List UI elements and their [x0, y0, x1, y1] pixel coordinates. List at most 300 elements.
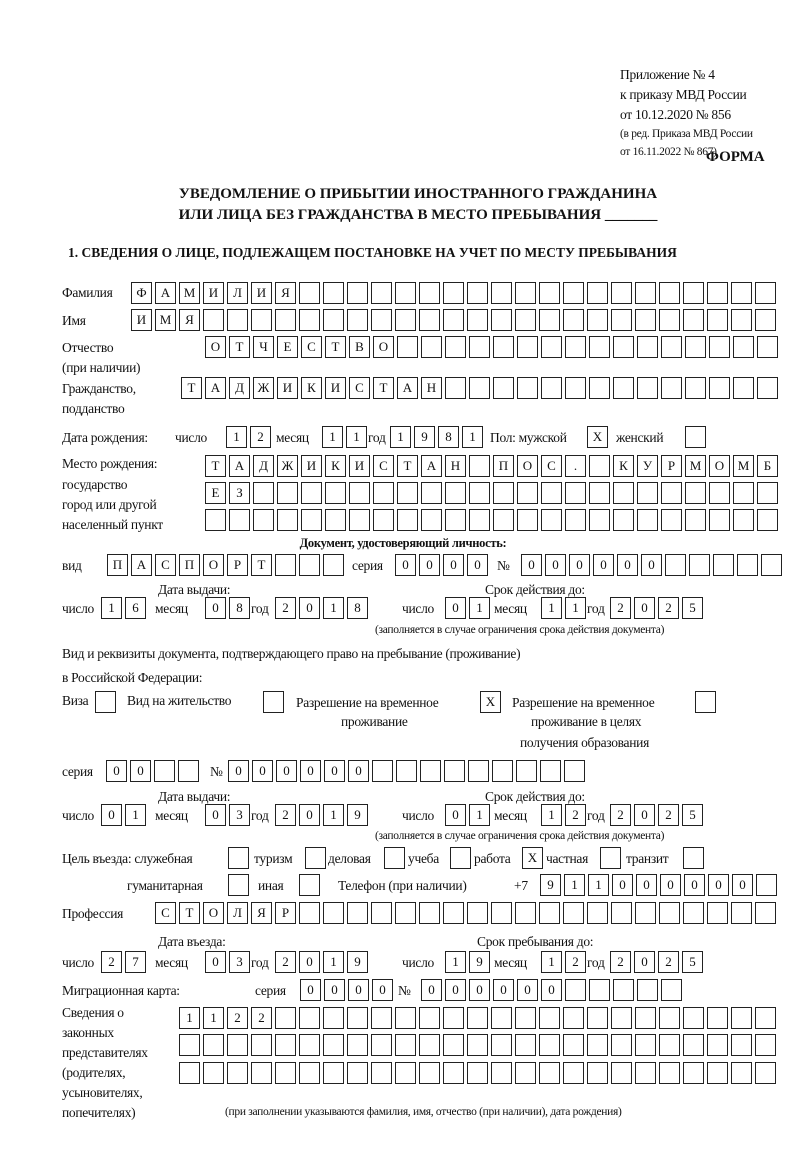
char-cell[interactable]	[275, 309, 296, 331]
char-cell[interactable]: 2	[565, 804, 586, 826]
char-cell[interactable]	[469, 336, 490, 358]
char-cell[interactable]	[325, 482, 346, 504]
char-cell[interactable]: Т	[179, 902, 200, 924]
char-cell[interactable]	[371, 282, 392, 304]
char-cell[interactable]: К	[301, 377, 322, 399]
char-cell[interactable]: А	[131, 554, 152, 576]
char-cell[interactable]	[564, 760, 585, 782]
char-cell[interactable]	[493, 336, 514, 358]
char-cell[interactable]	[565, 979, 586, 1001]
char-cell[interactable]	[637, 979, 658, 1001]
char-cell[interactable]	[683, 1034, 704, 1056]
char-cell[interactable]	[563, 1007, 584, 1029]
char-cell[interactable]	[445, 336, 466, 358]
char-cell[interactable]	[755, 1062, 776, 1084]
char-cell[interactable]: 0	[445, 804, 466, 826]
char-cell[interactable]: 0	[106, 760, 127, 782]
char-cell[interactable]: И	[301, 455, 322, 477]
char-cell[interactable]	[713, 554, 734, 576]
char-cell[interactable]	[661, 336, 682, 358]
char-cell[interactable]	[251, 1034, 272, 1056]
char-cell[interactable]	[421, 509, 442, 531]
char-cell[interactable]: М	[179, 282, 200, 304]
char-cell[interactable]	[685, 336, 706, 358]
char-cell[interactable]	[493, 482, 514, 504]
char-cell[interactable]: 1	[203, 1007, 224, 1029]
char-cell[interactable]	[637, 509, 658, 531]
char-cell[interactable]: 0	[660, 874, 681, 896]
char-cell[interactable]: Т	[181, 377, 202, 399]
char-cell[interactable]	[733, 509, 754, 531]
char-cell[interactable]: 1	[322, 426, 343, 448]
char-cell[interactable]	[539, 309, 560, 331]
char-cell[interactable]	[299, 309, 320, 331]
char-cell[interactable]	[539, 1007, 560, 1029]
char-cell[interactable]	[635, 902, 656, 924]
char-cell[interactable]	[733, 377, 754, 399]
char-cell[interactable]: Ж	[253, 377, 274, 399]
char-cell[interactable]: 0	[101, 804, 122, 826]
char-cell[interactable]	[689, 554, 710, 576]
char-cell[interactable]	[683, 1062, 704, 1084]
char-cell[interactable]: К	[325, 455, 346, 477]
char-cell[interactable]	[539, 282, 560, 304]
char-cell[interactable]: Т	[251, 554, 272, 576]
char-cell[interactable]	[613, 482, 634, 504]
char-cell[interactable]	[443, 902, 464, 924]
char-cell[interactable]	[661, 482, 682, 504]
checkbox[interactable]: X	[522, 847, 543, 869]
char-cell[interactable]: С	[349, 377, 370, 399]
char-cell[interactable]	[467, 902, 488, 924]
char-cell[interactable]: 0	[634, 951, 655, 973]
char-cell[interactable]: 0	[299, 597, 320, 619]
char-cell[interactable]: 7	[125, 951, 146, 973]
char-cell[interactable]	[539, 1034, 560, 1056]
char-cell[interactable]	[637, 482, 658, 504]
char-cell[interactable]: 0	[708, 874, 729, 896]
char-cell[interactable]	[397, 509, 418, 531]
char-cell[interactable]	[515, 1007, 536, 1029]
char-cell[interactable]	[373, 482, 394, 504]
char-cell[interactable]	[347, 1062, 368, 1084]
char-cell[interactable]: 1	[346, 426, 367, 448]
char-cell[interactable]: И	[325, 377, 346, 399]
char-cell[interactable]: 9	[469, 951, 490, 973]
char-cell[interactable]	[731, 1034, 752, 1056]
char-cell[interactable]	[371, 1034, 392, 1056]
char-cell[interactable]: 0	[634, 597, 655, 619]
char-cell[interactable]	[613, 509, 634, 531]
char-cell[interactable]	[275, 1062, 296, 1084]
char-cell[interactable]: 9	[414, 426, 435, 448]
checkbox[interactable]	[450, 847, 471, 869]
char-cell[interactable]	[733, 482, 754, 504]
char-cell[interactable]: 0	[348, 979, 369, 1001]
char-cell[interactable]	[517, 377, 538, 399]
char-cell[interactable]	[515, 1034, 536, 1056]
char-cell[interactable]	[565, 509, 586, 531]
char-cell[interactable]	[659, 282, 680, 304]
char-cell[interactable]	[395, 282, 416, 304]
char-cell[interactable]: 0	[612, 874, 633, 896]
char-cell[interactable]: 0	[228, 760, 249, 782]
char-cell[interactable]: Л	[227, 902, 248, 924]
char-cell[interactable]: 2	[610, 951, 631, 973]
char-cell[interactable]	[205, 509, 226, 531]
char-cell[interactable]	[613, 336, 634, 358]
char-cell[interactable]: Н	[421, 377, 442, 399]
char-cell[interactable]	[731, 1007, 752, 1029]
char-cell[interactable]	[469, 509, 490, 531]
char-cell[interactable]	[491, 902, 512, 924]
char-cell[interactable]	[707, 1034, 728, 1056]
char-cell[interactable]: 0	[324, 760, 345, 782]
char-cell[interactable]: 2	[275, 951, 296, 973]
char-cell[interactable]	[251, 1062, 272, 1084]
char-cell[interactable]	[613, 377, 634, 399]
char-cell[interactable]	[227, 1062, 248, 1084]
char-cell[interactable]	[539, 902, 560, 924]
char-cell[interactable]	[299, 1062, 320, 1084]
char-cell[interactable]	[467, 1007, 488, 1029]
char-cell[interactable]	[587, 1062, 608, 1084]
char-cell[interactable]	[587, 1007, 608, 1029]
char-cell[interactable]	[203, 1062, 224, 1084]
char-cell[interactable]	[755, 902, 776, 924]
char-cell[interactable]	[251, 309, 272, 331]
char-cell[interactable]: 0	[205, 597, 226, 619]
char-cell[interactable]	[253, 509, 274, 531]
char-cell[interactable]	[611, 309, 632, 331]
char-cell[interactable]: Р	[661, 455, 682, 477]
char-cell[interactable]	[178, 760, 199, 782]
char-cell[interactable]	[493, 509, 514, 531]
char-cell[interactable]	[683, 902, 704, 924]
char-cell[interactable]: И	[131, 309, 152, 331]
char-cell[interactable]: 1	[323, 951, 344, 973]
char-cell[interactable]: Т	[325, 336, 346, 358]
checkbox[interactable]	[685, 426, 706, 448]
checkbox[interactable]	[695, 691, 716, 713]
char-cell[interactable]: О	[203, 554, 224, 576]
char-cell[interactable]: 0	[634, 804, 655, 826]
char-cell[interactable]	[589, 482, 610, 504]
char-cell[interactable]	[659, 1007, 680, 1029]
char-cell[interactable]: Т	[205, 455, 226, 477]
char-cell[interactable]	[397, 482, 418, 504]
char-cell[interactable]: Т	[229, 336, 250, 358]
char-cell[interactable]	[349, 482, 370, 504]
char-cell[interactable]	[323, 1062, 344, 1084]
char-cell[interactable]: Ф	[131, 282, 152, 304]
char-cell[interactable]	[517, 482, 538, 504]
char-cell[interactable]	[683, 282, 704, 304]
char-cell[interactable]: 1	[541, 597, 562, 619]
char-cell[interactable]: 1	[125, 804, 146, 826]
char-cell[interactable]: 1	[564, 874, 585, 896]
char-cell[interactable]	[731, 282, 752, 304]
char-cell[interactable]	[275, 554, 296, 576]
char-cell[interactable]	[707, 1062, 728, 1084]
char-cell[interactable]: 1	[469, 804, 490, 826]
char-cell[interactable]	[396, 760, 417, 782]
char-cell[interactable]	[539, 1062, 560, 1084]
char-cell[interactable]: 2	[610, 804, 631, 826]
char-cell[interactable]	[275, 1034, 296, 1056]
char-cell[interactable]: 0	[545, 554, 566, 576]
char-cell[interactable]	[444, 760, 465, 782]
char-cell[interactable]: 0	[517, 979, 538, 1001]
char-cell[interactable]	[611, 282, 632, 304]
char-cell[interactable]: 0	[641, 554, 662, 576]
char-cell[interactable]	[491, 282, 512, 304]
char-cell[interactable]	[299, 902, 320, 924]
char-cell[interactable]	[683, 309, 704, 331]
char-cell[interactable]	[347, 282, 368, 304]
char-cell[interactable]	[755, 1007, 776, 1029]
char-cell[interactable]	[731, 902, 752, 924]
char-cell[interactable]	[203, 1034, 224, 1056]
checkbox[interactable]: X	[587, 426, 608, 448]
char-cell[interactable]	[347, 309, 368, 331]
char-cell[interactable]: К	[613, 455, 634, 477]
char-cell[interactable]	[468, 760, 489, 782]
checkbox[interactable]	[683, 847, 704, 869]
char-cell[interactable]: Б	[757, 455, 778, 477]
char-cell[interactable]: 0	[684, 874, 705, 896]
char-cell[interactable]: 1	[226, 426, 247, 448]
char-cell[interactable]: О	[709, 455, 730, 477]
char-cell[interactable]: 9	[347, 951, 368, 973]
char-cell[interactable]: Д	[229, 377, 250, 399]
char-cell[interactable]	[419, 1034, 440, 1056]
char-cell[interactable]: И	[349, 455, 370, 477]
char-cell[interactable]	[469, 455, 490, 477]
char-cell[interactable]	[731, 309, 752, 331]
char-cell[interactable]	[635, 309, 656, 331]
char-cell[interactable]	[443, 282, 464, 304]
char-cell[interactable]: 3	[229, 951, 250, 973]
char-cell[interactable]	[467, 1034, 488, 1056]
char-cell[interactable]: О	[205, 336, 226, 358]
char-cell[interactable]	[659, 902, 680, 924]
char-cell[interactable]: С	[541, 455, 562, 477]
char-cell[interactable]: 5	[682, 951, 703, 973]
char-cell[interactable]	[589, 336, 610, 358]
char-cell[interactable]: 5	[682, 804, 703, 826]
char-cell[interactable]	[420, 760, 441, 782]
char-cell[interactable]	[661, 979, 682, 1001]
char-cell[interactable]: Л	[227, 282, 248, 304]
char-cell[interactable]: С	[373, 455, 394, 477]
char-cell[interactable]	[731, 1062, 752, 1084]
char-cell[interactable]: 0	[300, 760, 321, 782]
char-cell[interactable]	[661, 377, 682, 399]
checkbox[interactable]	[228, 874, 249, 896]
char-cell[interactable]: А	[421, 455, 442, 477]
char-cell[interactable]: П	[107, 554, 128, 576]
char-cell[interactable]	[299, 554, 320, 576]
char-cell[interactable]	[587, 309, 608, 331]
char-cell[interactable]	[229, 509, 250, 531]
char-cell[interactable]	[491, 1034, 512, 1056]
char-cell[interactable]: О	[373, 336, 394, 358]
char-cell[interactable]	[709, 377, 730, 399]
char-cell[interactable]: У	[637, 455, 658, 477]
char-cell[interactable]	[469, 482, 490, 504]
char-cell[interactable]: 1	[541, 804, 562, 826]
char-cell[interactable]	[323, 554, 344, 576]
char-cell[interactable]	[491, 1007, 512, 1029]
char-cell[interactable]	[323, 902, 344, 924]
char-cell[interactable]: М	[155, 309, 176, 331]
char-cell[interactable]	[325, 509, 346, 531]
char-cell[interactable]: 2	[565, 951, 586, 973]
char-cell[interactable]	[587, 282, 608, 304]
char-cell[interactable]: Д	[253, 455, 274, 477]
char-cell[interactable]	[299, 1007, 320, 1029]
char-cell[interactable]: 9	[540, 874, 561, 896]
char-cell[interactable]	[515, 902, 536, 924]
char-cell[interactable]	[589, 979, 610, 1001]
char-cell[interactable]: 0	[467, 554, 488, 576]
char-cell[interactable]	[541, 377, 562, 399]
char-cell[interactable]: 1	[462, 426, 483, 448]
char-cell[interactable]: 0	[300, 979, 321, 1001]
checkbox[interactable]	[299, 874, 320, 896]
char-cell[interactable]	[371, 309, 392, 331]
char-cell[interactable]: З	[229, 482, 250, 504]
char-cell[interactable]: С	[301, 336, 322, 358]
char-cell[interactable]	[685, 482, 706, 504]
char-cell[interactable]	[349, 509, 370, 531]
char-cell[interactable]	[565, 377, 586, 399]
char-cell[interactable]: 0	[205, 804, 226, 826]
char-cell[interactable]	[563, 282, 584, 304]
char-cell[interactable]	[467, 309, 488, 331]
char-cell[interactable]	[299, 282, 320, 304]
char-cell[interactable]	[395, 1007, 416, 1029]
char-cell[interactable]: 2	[275, 597, 296, 619]
char-cell[interactable]	[443, 1007, 464, 1029]
char-cell[interactable]	[707, 282, 728, 304]
char-cell[interactable]	[445, 509, 466, 531]
char-cell[interactable]	[589, 509, 610, 531]
char-cell[interactable]	[665, 554, 686, 576]
char-cell[interactable]	[635, 282, 656, 304]
checkbox[interactable]	[600, 847, 621, 869]
char-cell[interactable]	[755, 282, 776, 304]
char-cell[interactable]	[589, 377, 610, 399]
char-cell[interactable]: 0	[636, 874, 657, 896]
char-cell[interactable]	[445, 377, 466, 399]
char-cell[interactable]: 1	[469, 597, 490, 619]
char-cell[interactable]	[253, 482, 274, 504]
char-cell[interactable]: 0	[521, 554, 542, 576]
char-cell[interactable]	[611, 1062, 632, 1084]
char-cell[interactable]: 2	[658, 597, 679, 619]
char-cell[interactable]	[635, 1062, 656, 1084]
char-cell[interactable]	[179, 1034, 200, 1056]
char-cell[interactable]	[373, 509, 394, 531]
char-cell[interactable]: 0	[205, 951, 226, 973]
char-cell[interactable]	[154, 760, 175, 782]
char-cell[interactable]	[637, 377, 658, 399]
char-cell[interactable]	[421, 482, 442, 504]
char-cell[interactable]	[761, 554, 782, 576]
char-cell[interactable]	[491, 309, 512, 331]
char-cell[interactable]	[587, 902, 608, 924]
char-cell[interactable]: С	[155, 554, 176, 576]
char-cell[interactable]: 8	[229, 597, 250, 619]
char-cell[interactable]: 0	[493, 979, 514, 1001]
char-cell[interactable]: И	[203, 282, 224, 304]
char-cell[interactable]	[227, 1034, 248, 1056]
char-cell[interactable]	[347, 1034, 368, 1056]
char-cell[interactable]	[515, 282, 536, 304]
char-cell[interactable]	[709, 336, 730, 358]
char-cell[interactable]	[397, 336, 418, 358]
char-cell[interactable]	[227, 309, 248, 331]
char-cell[interactable]	[275, 1007, 296, 1029]
char-cell[interactable]	[661, 509, 682, 531]
char-cell[interactable]: 0	[541, 979, 562, 1001]
char-cell[interactable]	[347, 1007, 368, 1029]
char-cell[interactable]	[541, 336, 562, 358]
char-cell[interactable]	[493, 377, 514, 399]
checkbox[interactable]	[228, 847, 249, 869]
char-cell[interactable]: Ч	[253, 336, 274, 358]
char-cell[interactable]	[685, 377, 706, 399]
char-cell[interactable]: 0	[732, 874, 753, 896]
char-cell[interactable]	[516, 760, 537, 782]
char-cell[interactable]: О	[203, 902, 224, 924]
char-cell[interactable]	[323, 309, 344, 331]
char-cell[interactable]: 2	[101, 951, 122, 973]
char-cell[interactable]: С	[155, 902, 176, 924]
char-cell[interactable]: П	[493, 455, 514, 477]
char-cell[interactable]	[637, 336, 658, 358]
char-cell[interactable]	[587, 1034, 608, 1056]
char-cell[interactable]: 0	[276, 760, 297, 782]
char-cell[interactable]	[179, 1062, 200, 1084]
char-cell[interactable]	[419, 1062, 440, 1084]
char-cell[interactable]: 1	[323, 804, 344, 826]
char-cell[interactable]: А	[397, 377, 418, 399]
char-cell[interactable]	[371, 1062, 392, 1084]
char-cell[interactable]	[540, 760, 561, 782]
char-cell[interactable]: Е	[205, 482, 226, 504]
char-cell[interactable]	[421, 336, 442, 358]
char-cell[interactable]: 1	[179, 1007, 200, 1029]
char-cell[interactable]: О	[517, 455, 538, 477]
char-cell[interactable]: 0	[419, 554, 440, 576]
char-cell[interactable]: 0	[569, 554, 590, 576]
char-cell[interactable]	[469, 377, 490, 399]
char-cell[interactable]	[563, 1062, 584, 1084]
char-cell[interactable]	[443, 1062, 464, 1084]
char-cell[interactable]: А	[155, 282, 176, 304]
char-cell[interactable]: 0	[395, 554, 416, 576]
char-cell[interactable]: М	[733, 455, 754, 477]
char-cell[interactable]: 0	[421, 979, 442, 1001]
char-cell[interactable]: 9	[347, 804, 368, 826]
char-cell[interactable]: Р	[275, 902, 296, 924]
char-cell[interactable]: 2	[610, 597, 631, 619]
char-cell[interactable]: Е	[277, 336, 298, 358]
char-cell[interactable]	[419, 309, 440, 331]
